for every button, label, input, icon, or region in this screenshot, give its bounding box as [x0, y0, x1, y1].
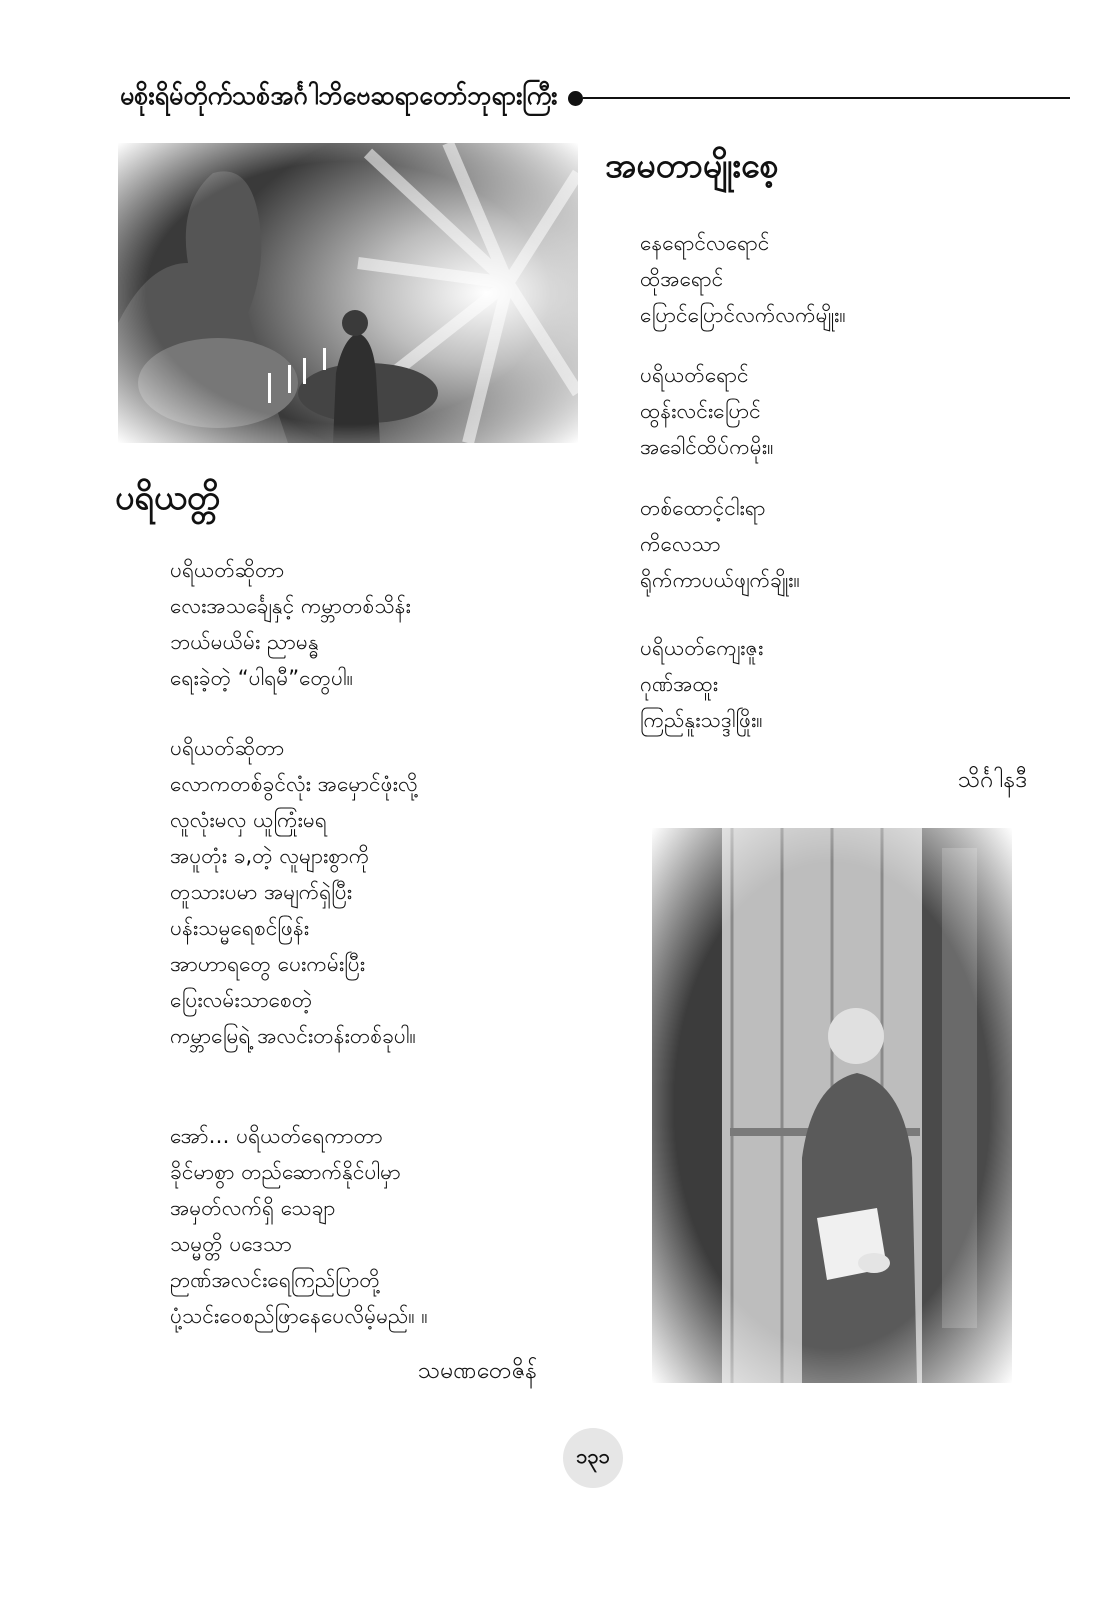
- verse-line: ပရိယတ်ဆိုတာ: [170, 558, 285, 582]
- left-stanza-1: [170, 552, 411, 696]
- verse-line: ပရိယတ်ရောင်: [640, 363, 749, 387]
- verse-line: ပရိယတ်ဆိုတာ: [170, 736, 285, 760]
- verse-line: ထွန်းလင်းပြောင်: [640, 399, 761, 423]
- right-stanza-2: [640, 357, 773, 465]
- verse-line: တူသားပမာ အမျက်ရှဲပြီး: [170, 880, 353, 904]
- verse-line: ကမ္ဘာမြေရဲ့ အလင်းတန်းတစ်ခုပါ။: [170, 1024, 416, 1048]
- verse-line: ထိုအရောင်: [640, 267, 724, 291]
- verse-line: သမ္မတ္တိ ပဒေသာ: [170, 1232, 292, 1256]
- right-poem-author: သိင်္ဂါနဒီ: [958, 767, 1028, 793]
- running-header: [120, 78, 1070, 118]
- verse-line: အခေါင်ထိပ်ကမိုး။: [640, 435, 774, 459]
- verse-line: ဘယ်မယိမ်း ညာမန္ဓ: [170, 630, 319, 654]
- right-stanza-4: [640, 630, 763, 738]
- left-stanza-2: [170, 730, 418, 1054]
- verse-line: ပန်းသမ္မရေစင်ဖြန်း: [170, 916, 310, 940]
- verse-line: ကြည်နူးသဒ္ဒါဖြိုး။: [640, 708, 763, 732]
- verse-line: ရိုက်ကာပယ်ဖျက်ချိုး။: [640, 568, 800, 592]
- verse-line: လူလုံးမလှ ယူကြုံးမရ: [170, 808, 327, 832]
- right-poem-title: အမတာမျိုးစေ့: [605, 146, 779, 186]
- reading-monk-photo: [652, 828, 1012, 1383]
- header-bullet: [568, 91, 583, 106]
- verse-line: အပူတုံး ခ,တဲ့ လူများစွာကို: [170, 844, 370, 868]
- right-stanza-3: [640, 490, 800, 598]
- right-stanza-1: [640, 225, 846, 333]
- verse-line: ဉာဏ်အလင်းရေကြည်ပြာတို့: [170, 1268, 380, 1292]
- buddha-shrine-photo: [118, 143, 578, 443]
- verse-line: ပရိယတ်ကျေးဇူး: [640, 636, 764, 660]
- left-stanza-3: [170, 1118, 428, 1334]
- verse-line: ဂုဏ်အထူး: [640, 672, 719, 696]
- verse-line: ပြေးလမ်းသာစေတဲ့: [170, 988, 313, 1012]
- left-poem-author: သမဏတေဇိန်: [418, 1358, 538, 1384]
- verse-line: တစ်ထောင့်ငါးရာ: [640, 496, 766, 520]
- verse-line: ကိလေသာ: [640, 532, 721, 556]
- verse-line: ပုံ့သင်းဝေစည်ဖြာနေပေလိမ့်မည်။ ။: [170, 1304, 428, 1328]
- verse-line: လောကတစ်ခွင်လုံး အမှောင်ဖုံးလို့: [170, 772, 418, 796]
- verse-line: နေရောင်လရောင်: [640, 231, 770, 255]
- verse-line: ရေးခဲ့တဲ့ “ပါရမီ”တွေပါ။: [170, 666, 353, 690]
- left-poem-title: ပရိယတ္တိ: [115, 478, 221, 518]
- verse-line: အာဟာရတွေ ပေးကမ်းပြီး: [170, 952, 366, 976]
- verse-line: အမှတ်လက်ရှိ သေချာ: [170, 1196, 336, 1220]
- page-number: ၁၃၁: [563, 1428, 623, 1488]
- verse-line: လေးအသင်္ချေနှင့် ကမ္ဘာတစ်သိန်း: [170, 594, 411, 618]
- verse-line: ခိုင်မာစွာ တည်ဆောက်နိုင်ပါမှာ: [170, 1160, 401, 1184]
- header-rule: [583, 97, 1071, 99]
- verse-line: ပြောင်ပြောင်လက်လက်မျိုး။: [640, 303, 846, 327]
- verse-line: အော်… ပရိယတ်ရေကာတာ: [170, 1124, 383, 1148]
- running-title: မစိုးရိမ်တိုက်သစ်အင်္ဂါဘိဗေဆရာတော်ဘုရားကြီး: [120, 80, 558, 110]
